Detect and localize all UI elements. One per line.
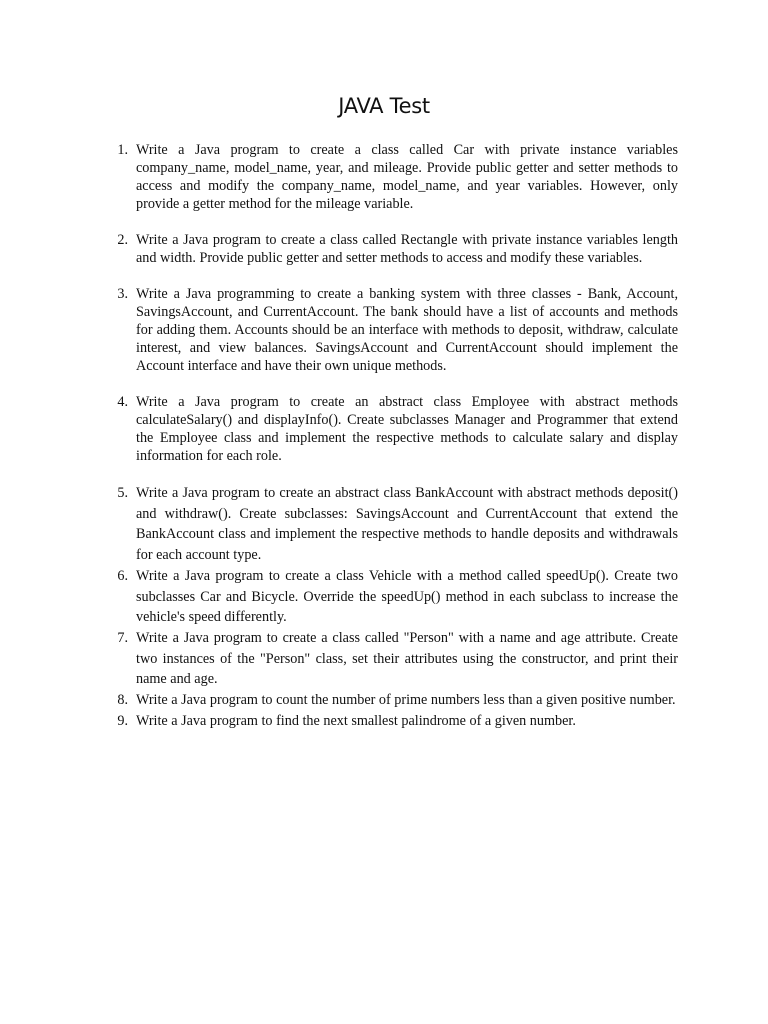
question-text: Write a Java program to create a class called Car with private instance variables company_name, model_name, year, and mileage. Provide public getter and setter methods to access and modify the company_name, model_name, and year variables. However, only provide a getter method for the mileage variable.	[136, 142, 678, 212]
question-number: 6.	[117, 567, 128, 584]
list-item	[106, 566, 678, 628]
list-item	[106, 483, 678, 566]
question-text: Write a Java programming to create a banking system with three classes - Bank, Account, SavingsAccount, and CurrentAccount. The bank should have a list of accounts and methods for adding them. Accounts should be an interface with methods to deposit, withdraw, calculate interest, and view balances. SavingsAccount and CurrentAccount should implement the Account interface and have their own unique methods.	[136, 286, 678, 374]
question-text: Write a Java program to create an abstract class BankAccount with abstract methods deposit() and withdraw(). Create subclasses: SavingsAccount and CurrentAccount that extend the BankAccount class and implement the respective methods to handle deposits and withdrawals for each account type.	[136, 485, 678, 564]
question-number: 8.	[117, 692, 128, 709]
list-item	[106, 231, 678, 267]
question-text: Write a Java program to create a class called Rectangle with private instance variables length and width. Provide public getter and setter methods to access and modify these variables.	[136, 232, 678, 266]
list-item	[106, 711, 678, 732]
list-item	[106, 690, 678, 711]
question-text: Write a Java program to count the number of prime numbers less than a given positive number.	[136, 692, 676, 709]
question-number: 5.	[117, 485, 128, 501]
question-list	[106, 141, 678, 731]
question-number: 7.	[117, 629, 128, 646]
list-item	[106, 393, 678, 465]
page-title: JAVA Test	[338, 94, 430, 118]
list-item	[106, 141, 678, 213]
question-number: 3.	[117, 286, 128, 302]
question-number: 2.	[117, 232, 128, 248]
list-item	[106, 285, 678, 375]
question-number: 1.	[117, 142, 128, 158]
question-text: Write a Java program to create a class Vehicle with a method called speedUp(). Create two subclasses Car and Bicycle. Override the speedUp() method in each subclass to increase the vehicle's speed differently.	[136, 567, 678, 626]
question-text: Write a Java program to create an abstract class Employee with abstract methods calculateSalary() and displayInfo(). Create subclasses Manager and Programmer that extend the Employee class and implement the respective methods to calculate salary and display information for each role.	[136, 394, 678, 464]
question-number: 9.	[117, 712, 128, 729]
question-number: 4.	[117, 394, 128, 410]
question-text: Write a Java program to find the next smallest palindrome of a given number.	[136, 712, 576, 729]
question-text: Write a Java program to create a class called "Person" with a name and age attribute. Create two instances of the "Person" class, set their attributes using the constructor, and print their name and age.	[136, 629, 678, 688]
list-item	[106, 628, 678, 690]
